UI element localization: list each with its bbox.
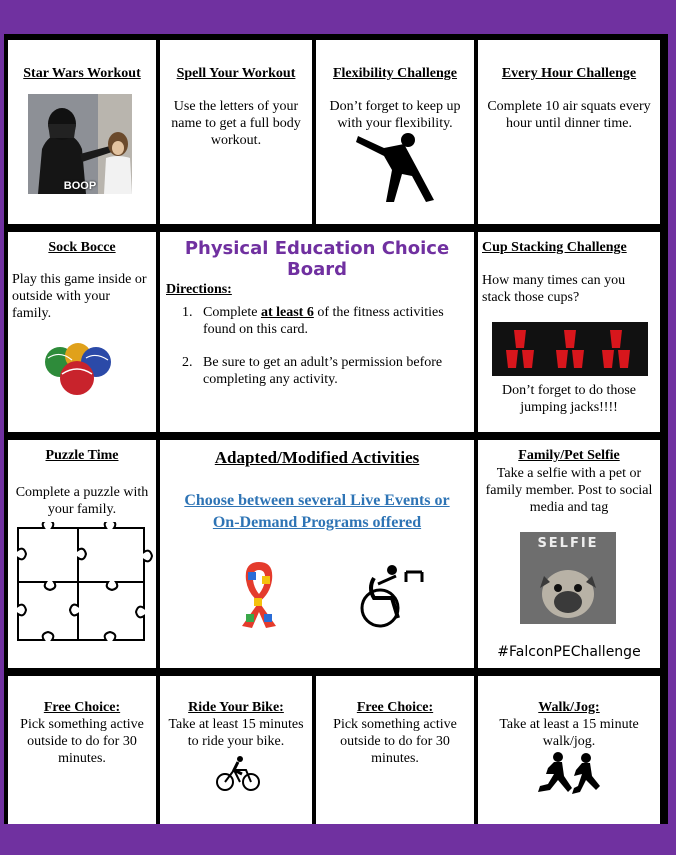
choice-board — [4, 34, 668, 824]
puzzle-body: Complete a puzzle with your family. — [15, 485, 149, 517]
sock-bocce-title: Sock Bocce — [48, 240, 116, 255]
every-hour-body: Complete 10 air squats every hour until dinner time. — [487, 99, 651, 131]
joggers-icon — [534, 752, 604, 802]
directions-label: Directions: — [166, 282, 232, 297]
cell-directions — [160, 232, 474, 432]
adapted-title: Adapted/Modified Activities — [214, 448, 420, 467]
direction-1-pre: Complete — [203, 305, 261, 320]
cup-stacking-title: Cup Stacking Challenge — [482, 240, 627, 255]
free-choice-1-body: Pick something active outside to do for 30 minutes. — [20, 717, 144, 766]
free-choice-1-title: Free Choice: — [43, 700, 121, 715]
puzzle-pieces-icon — [14, 522, 154, 652]
direction-1-emphasis: at least 6 — [260, 305, 314, 320]
stretch-figure-icon — [354, 130, 438, 204]
selfie-body: Take a selfie with a pet or family member. Post to social media and tag — [485, 466, 653, 515]
spell-title: Spell Your Workout — [176, 66, 296, 81]
free-choice-2-title: Free Choice: — [356, 700, 434, 715]
cell-puzzle-time — [8, 440, 156, 668]
boop-caption: BOOP — [63, 180, 97, 192]
walk-title: Walk/Jog: — [538, 700, 600, 715]
cell-cup-stacking — [478, 232, 660, 432]
sock-bocce-body: Play this game inside or outside with your family. — [12, 272, 147, 321]
bike-title: Ride Your Bike: — [188, 700, 284, 715]
hashtag: #FalconPEChallenge — [497, 644, 641, 660]
cup-stacking-reminder: Don’t forget to do those jumping jacks!!!! — [501, 383, 637, 415]
awareness-ribbon-icon — [234, 558, 284, 630]
cell-sock-bocce — [8, 232, 156, 432]
direction-num-2: 2. — [182, 355, 193, 370]
cell-flexibility-challenge — [316, 40, 474, 224]
cell-every-hour-challenge — [478, 40, 660, 224]
direction-num-1: 1. — [182, 305, 193, 320]
star-wars-title: Star Wars Workout — [23, 66, 141, 81]
cell-free-choice-2 — [316, 676, 474, 824]
board-title: Physical Education Choice Board — [184, 238, 450, 280]
star-wars-image — [28, 94, 132, 194]
walk-body: Take at least a 15 minute walk/jog. — [499, 717, 639, 749]
cell-star-wars-workout — [8, 40, 156, 224]
direction-1-post: of the fitness activities found on this card. — [203, 305, 444, 337]
spell-body: Use the letters of your name to get a full body workout. — [171, 99, 301, 148]
programs-link[interactable]: Choose between several Live Events or On-Demand Programs offered — [184, 492, 450, 531]
direction-item-2 — [182, 354, 464, 388]
cup-stack-image — [492, 322, 648, 376]
cell-adapted-activities — [160, 440, 474, 668]
cyclist-icon — [216, 756, 260, 792]
pug-selfie-image — [520, 532, 616, 624]
bocce-balls-icon — [40, 340, 116, 396]
flexibility-body: Don’t forget to keep up with your flexibility. — [329, 99, 461, 131]
free-choice-2-body: Pick something active outside to do for 30 minutes. — [333, 717, 457, 766]
cup-stacking-body: How many times can you stack those cups? — [482, 273, 626, 305]
puzzle-title: Puzzle Time — [45, 448, 119, 463]
direction-2-text: Be sure to get an adult’s permission before completing any activity. — [203, 355, 443, 387]
cell-spell-your-workout — [160, 40, 312, 224]
cell-family-pet-selfie — [478, 440, 660, 668]
flexibility-title: Flexibility Challenge — [332, 66, 458, 81]
wheelchair-athlete-icon — [356, 564, 426, 632]
bike-body: Take at least 15 minutes to ride your bike. — [168, 717, 304, 749]
selfie-title: Family/Pet Selfie — [518, 448, 620, 463]
cell-walk-jog — [478, 676, 660, 824]
every-hour-title: Every Hour Challenge — [501, 66, 637, 81]
selfie-image-text: SELFIE — [537, 536, 599, 551]
direction-item-1 — [182, 304, 464, 338]
cell-free-choice-1 — [8, 676, 156, 824]
cell-ride-your-bike — [160, 676, 312, 824]
